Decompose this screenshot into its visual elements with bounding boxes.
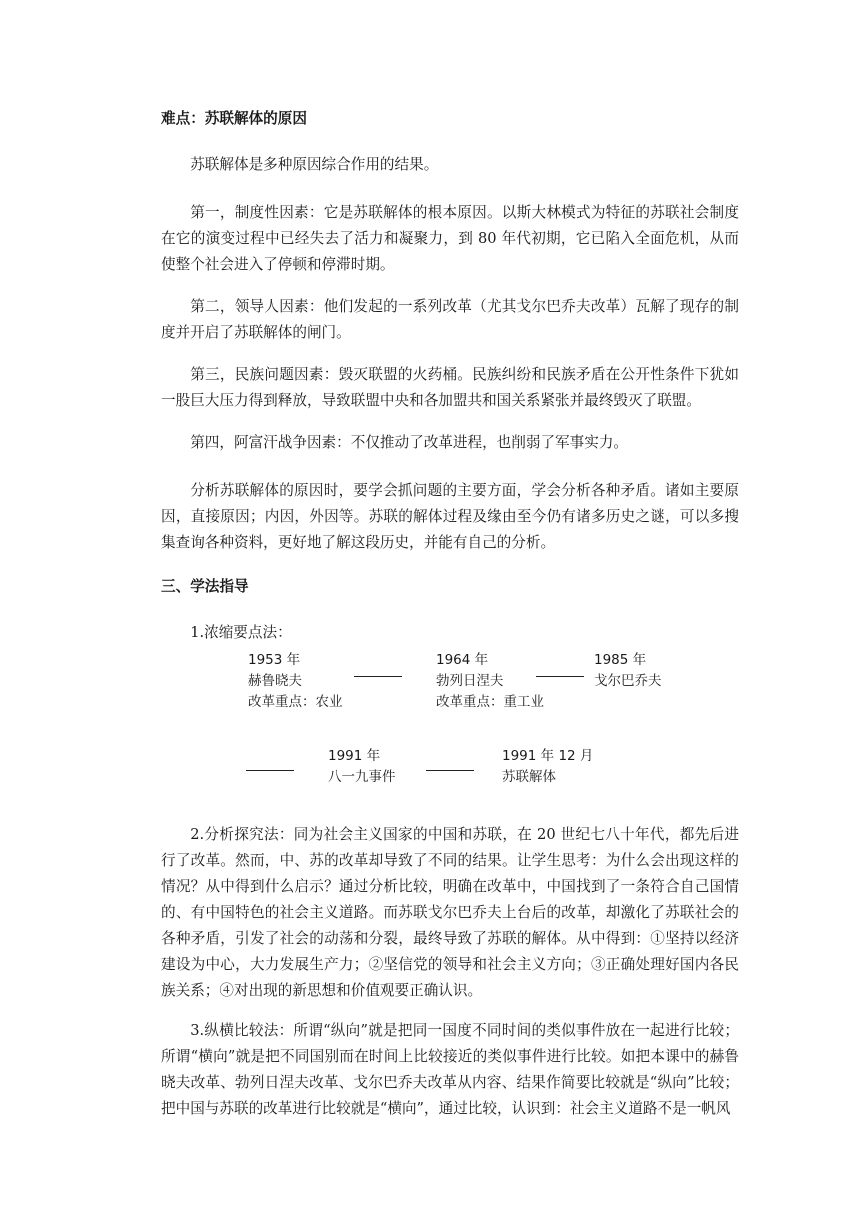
method-1-label: 1.浓缩要点法： (190, 624, 292, 641)
timeline-1964-name: 勃列日涅夫 (436, 673, 504, 689)
timeline-1953-focus: 改革重点：农业 (248, 694, 343, 710)
timeline-1991-august-year: 1991 年 (328, 748, 381, 764)
timeline-1985-name: 戈尔巴乔夫 (594, 673, 662, 689)
intro-paragraph: 苏联解体是多种原因综合作用的结果。 (190, 156, 439, 173)
method-3-paragraph: 3.纵横比较法：所谓“纵向”就是把同一国度不同时间的类似事件放在一起进行比较；所谓“横向”就是把不同国别而在时间上比较接近的类似事件进行比较。如把本课中的赫鲁晓夫改革、勃列日涅夫改革、戈尔巴乔夫改革从内容、结果作简要比较就是“纵向”比较；把中国与苏联的改革进行比较就是“横向”，通过比较，认识到：社会主义道路不是一帆风 (161, 1022, 739, 1117)
timeline-connector (354, 676, 402, 677)
timeline-1953-year: 1953 年 (248, 652, 301, 668)
analysis-paragraph: 分析苏联解体的原因时，要学会抓问题的主要方面，学会分析各种矛盾。诸如主要原因，直接原因；内因，外因等。苏联的解体过程及缘由至今仍有诸多历史之谜，可以多搜集查询各种资料，更好地了解这段历史，并能有自己的分析。 (161, 482, 739, 551)
reason-3-paragraph: 第三，民族问题因素：毁灭联盟的火药桶。民族纠纷和民族矛盾在公开性条件下犹如一股巨大压力得到释放，导致联盟中央和各加盟共和国关系紧张并最终毁灭了联盟。 (161, 366, 739, 409)
timeline-1964-focus: 改革重点：重工业 (436, 694, 544, 710)
reason-1-paragraph: 第一，制度性因素：它是苏联解体的根本原因。以斯大林模式为特征的苏联社会制度在它的演变过程中已经失去了活力和凝聚力，到 80 年代初期，它已陷入全面危机，从而使整个社会进入了停顿和停滞时期。 (161, 204, 739, 273)
timeline-1991-december-year: 1991 年 12 月 (502, 748, 594, 764)
timeline-1991-august-name: 八一九事件 (328, 769, 396, 785)
method-2-paragraph: 2.分析探究法：同为社会主义国家的中国和苏联，在 20 世纪七八十年代，都先后进行了改革。然而，中、苏的改革却导致了不同的结果。让学生思考：为什么会出现这样的情况？从中得到什么启示？通过分析比较，明确在改革中，中国找到了一条符合自己国情的、有中国特色的社会主义道路。而苏联戈尔巴乔夫上台后的改革，却激化了苏联社会的各种矛盾，引发了社会的动荡和分裂，最终导致了苏联的解体。从中得到：①坚持以经济建设为中心，大力发展生产力；②坚信党的领导和社会主义方向；③正确处理好国内各民族关系；④对出现的新思想和价值观要正确认识。 (161, 826, 739, 999)
timeline-connector (246, 770, 294, 771)
reason-4-paragraph: 第四，阿富汗战争因素：不仅推动了改革进程，也削弱了军事实力。 (190, 434, 629, 451)
timeline-1953-name: 赫鲁晓夫 (248, 673, 302, 689)
timeline-connector (536, 676, 584, 677)
timeline-1985-year: 1985 年 (594, 652, 647, 668)
timeline-1991-december-name: 苏联解体 (502, 769, 556, 785)
reason-2-paragraph: 第二，领导人因素：他们发起的一系列改革（尤其戈尔巴乔夫改革）瓦解了现存的制度并开启了苏联解体的闸门。 (161, 298, 739, 341)
section-3-title: 三、学法指导 (161, 578, 249, 595)
timeline-1964-year: 1964 年 (436, 652, 489, 668)
timeline-connector (426, 770, 474, 771)
heading-difficulty: 难点：苏联解体的原因 (161, 110, 307, 127)
